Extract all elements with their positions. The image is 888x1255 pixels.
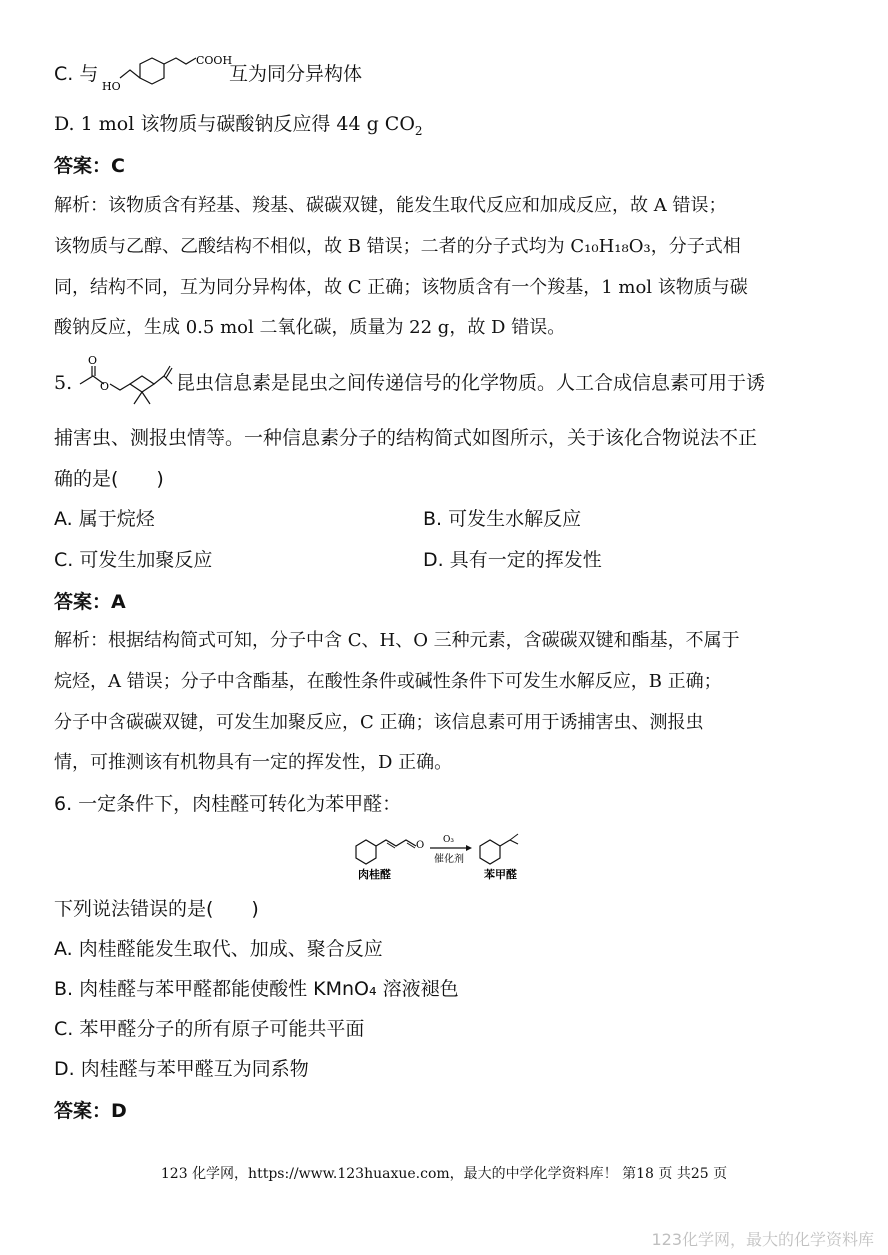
- q4-analysis-line-2: 该物质与乙醇、乙酸结构不相似，故 B 错误；二者的分子式均为 C₁₀H₁₈O₃，分子式相: [54, 236, 741, 257]
- q5-analysis-line-1: 解析：根据结构简式可知，分子中含 C、H、O 三种元素，含碳碳双键和酯基，不属于: [54, 630, 740, 651]
- reactant-o-label: O: [416, 840, 425, 851]
- q5-option-c: C. 可发生加聚反应: [54, 549, 213, 571]
- q5-stem-line-3: 确的是( ): [54, 468, 164, 490]
- product-label: 苯甲醛: [484, 868, 517, 881]
- catalyst-label: 催化剂: [434, 854, 464, 865]
- q4-option-d: [54, 112, 423, 143]
- q6-option-a: A. 肉桂醛能发生取代、加成、聚合反应: [54, 938, 383, 960]
- q4-option-d-sub: 2: [414, 123, 423, 138]
- page-footer: 123 化学网，https://www.123huaxue.com，最大的中学化学资料库！ 第18 页 共25 页: [160, 1166, 728, 1182]
- q5-number: 5.: [54, 372, 73, 394]
- reagent-label: O₃: [443, 835, 454, 845]
- q5-stem-line-1: 昆虫信息素是昆虫之间传递信号的化学物质。人工合成信息素可用于诱: [176, 372, 766, 394]
- reactant-benzene-ring: [356, 840, 376, 864]
- watermark: 123化学网，最大的化学资料库: [651, 1230, 874, 1249]
- q5-option-a: A. 属于烷烃: [54, 508, 155, 530]
- q5-analysis-line-4: 情，可推测该有机物具有一定的挥发性，D 正确。: [54, 752, 453, 773]
- q6-question: 下列说法错误的是( ): [54, 898, 259, 920]
- q5-option-d: D. 具有一定的挥发性: [423, 549, 602, 571]
- q4-option-c-suffix: 互为同分异构体: [229, 63, 363, 85]
- product-benzene-ring: [480, 840, 500, 864]
- q5-answer: 答案：A: [54, 591, 126, 613]
- q4-analysis-line-3: 同，结构不同，互为同分异构体，故 C 正确；该物质含有一个羧基，1 mol 该物质与碳: [54, 277, 748, 298]
- q4-option-d-text: D. 1 mol 该物质与碳酸钠反应得 44 g CO: [54, 113, 415, 135]
- reactant-label: 肉桂醛: [358, 868, 391, 881]
- q5-stem-line-2: 捕害虫、测报虫情等。一种信息素分子的结构简式如图所示，关于该化合物说法不正: [54, 427, 758, 449]
- q5-analysis-line-3: 分子中含碳碳双键，可发生加聚反应，C 正确；该信息素可用于诱捕害虫、测报虫: [54, 712, 704, 733]
- q6-reaction-scheme: [350, 826, 540, 884]
- q4-option-c: [54, 62, 98, 86]
- q5-analysis-line-2: 烷烃，A 错误；分子中含酯基，在酸性条件或碱性条件下可发生水解反应，B 正确；: [54, 671, 722, 692]
- q6-option-b: B. 肉桂醛与苯甲醛都能使酸性 KMnO₄ 溶液褪色: [54, 978, 459, 1000]
- q5-structure: [74, 350, 174, 410]
- q4-option-c-structure: [96, 50, 233, 93]
- carbonyl-o-label: O: [88, 354, 98, 367]
- q6-option-d: D. 肉桂醛与苯甲醛互为同系物: [54, 1058, 309, 1080]
- q4-analysis-line-1: 解析：该物质含有羟基、羧基、碳碳双键，能发生取代反应和加成反应，故 A 错误；: [54, 195, 727, 216]
- q4-option-c-prefix: C. 与: [54, 63, 99, 85]
- q4-answer: 答案：C: [54, 155, 125, 177]
- svg-text:O: O: [100, 380, 110, 393]
- cooh-label: COOH: [196, 54, 233, 67]
- ho-label: HO: [102, 80, 121, 93]
- q5-option-b: B. 可发生水解反应: [423, 508, 582, 530]
- q6-answer: 答案：D: [54, 1100, 127, 1122]
- q6-option-c: C. 苯甲醛分子的所有原子可能共平面: [54, 1018, 365, 1040]
- q4-analysis-line-4: 酸钠反应，生成 0.5 mol 二氧化碳，质量为 22 g，故 D 错误。: [54, 317, 566, 338]
- q6-stem: 6. 一定条件下，肉桂醛可转化为苯甲醛：: [54, 793, 402, 815]
